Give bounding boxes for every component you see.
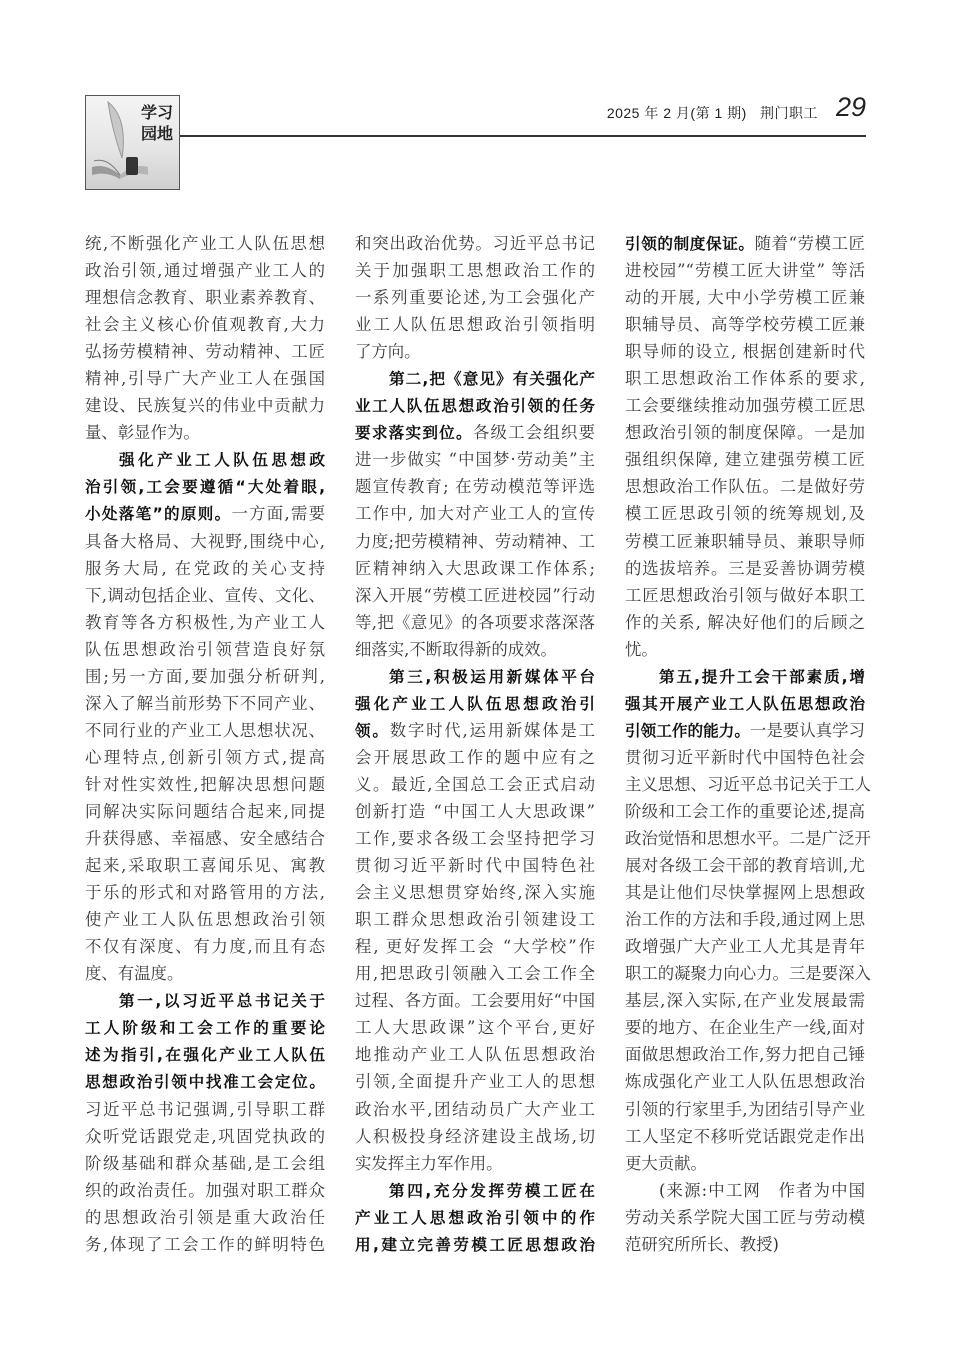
paragraph-line bbox=[85, 609, 325, 636]
paragraph-line bbox=[625, 392, 865, 419]
paragraph-line bbox=[625, 257, 865, 284]
body-text: 劳动关系学院大国工匠与劳动模 bbox=[625, 1207, 865, 1227]
body-text: 贯彻习近平新时代中国特色社 bbox=[355, 856, 595, 876]
paragraph-line bbox=[355, 933, 595, 960]
body-text: 贯彻习近平新时代中国特色社会 bbox=[625, 747, 865, 767]
section-title bbox=[141, 102, 173, 144]
paragraph-line bbox=[355, 311, 595, 338]
body-text: 众听党话跟党走,巩固党执政的 bbox=[85, 1126, 325, 1146]
body-text: 精神,引导广大产业工人在强国 bbox=[85, 369, 325, 389]
paragraph-line bbox=[625, 987, 865, 1014]
bold-lead-text: 第三,积极运用新媒体平台 bbox=[389, 667, 595, 686]
body-text: 工人坚定不移听党话跟党走作出 bbox=[625, 1126, 865, 1146]
paragraph-line bbox=[625, 1014, 865, 1041]
paragraph-line bbox=[625, 960, 871, 987]
bold-lead-text: 用,建立完善劳模工匠思想政治 bbox=[355, 1235, 595, 1254]
body-text: 政增强广大产业工人尤其是青年 bbox=[625, 937, 865, 957]
body-text: 一是要认真学习 bbox=[750, 720, 865, 740]
paragraph-line bbox=[85, 1231, 325, 1258]
paragraph-line bbox=[85, 500, 325, 527]
paragraph-line bbox=[355, 1204, 595, 1231]
source-line bbox=[625, 1204, 865, 1231]
bold-lead-text: 小处落笔”的原则。 bbox=[85, 505, 232, 524]
paragraph-line bbox=[625, 582, 865, 609]
body-text: 工作,要求各级工会坚持把学习 bbox=[355, 829, 595, 849]
body-text: 阶级基础和群众基础,是工会组 bbox=[85, 1153, 325, 1173]
paragraph-line bbox=[85, 690, 325, 717]
body-text: 不同行业的产业工人思想状况、 bbox=[85, 720, 325, 740]
body-text: 社会主义核心价值观教育,大力 bbox=[85, 315, 325, 335]
paragraph-line bbox=[355, 582, 595, 609]
body-text: 职辅导员、高等学校劳模工匠兼 bbox=[625, 315, 865, 335]
paragraph-line bbox=[355, 852, 595, 879]
paragraph-line bbox=[355, 528, 595, 555]
paragraph-line bbox=[85, 419, 325, 446]
paragraph-line bbox=[625, 284, 865, 311]
body-text: 使产业工人队伍思想政治引领 bbox=[85, 910, 325, 930]
body-text: 数字时代,运用新媒体是工 bbox=[389, 720, 595, 740]
paragraph-line bbox=[85, 582, 325, 609]
paragraph-line bbox=[85, 1068, 325, 1095]
source-line bbox=[625, 1231, 865, 1258]
bold-lead-text: 述为指引,在强化产业工人队伍 bbox=[85, 1046, 325, 1065]
paragraph-line bbox=[85, 528, 325, 555]
paragraph-line bbox=[85, 636, 325, 663]
body-text: 治工作的方法和手段,通过网上思 bbox=[625, 910, 865, 930]
section-logo bbox=[85, 95, 180, 190]
paragraph-line bbox=[85, 446, 325, 473]
paragraph-line bbox=[355, 1150, 595, 1177]
paragraph-line bbox=[625, 1123, 865, 1150]
body-text: 引领的行家里手,为团结引导产业 bbox=[625, 1099, 865, 1119]
paragraph-line bbox=[85, 365, 325, 392]
body-text: 思想政治工作队伍。二是做好劳 bbox=[625, 477, 865, 497]
body-text: 于乐的形式和对路管用的方法, bbox=[85, 883, 325, 903]
paragraph-line bbox=[85, 987, 325, 1014]
bold-lead-text: 工人阶级和工会工作的重要论 bbox=[85, 1019, 325, 1038]
bold-lead-text: 思想政治引领中找准工会定位。 bbox=[85, 1073, 325, 1092]
body-text: 随着“劳模工匠 bbox=[754, 234, 865, 253]
body-text: 职导师的设立, 根据创建新时代 bbox=[625, 342, 865, 362]
body-text: 政治水平,团结动员广大产业工 bbox=[355, 1099, 595, 1119]
paragraph-line bbox=[355, 906, 595, 933]
paragraph-line bbox=[355, 365, 595, 392]
body-text: 面做思想政治工作,努力把自己锤 bbox=[625, 1045, 865, 1065]
body-text: 模工匠思政引领的统筹规划,及 bbox=[625, 504, 865, 524]
body-text: 职工的凝聚力向心力。三是要深入 bbox=[625, 964, 871, 984]
body-text: 其是让他们尽快掌握网上思想政 bbox=[625, 883, 865, 903]
paragraph-line bbox=[625, 419, 865, 446]
body-text: 强组织保障, 建立建强劳模工匠 bbox=[625, 450, 865, 470]
paragraph-line bbox=[355, 1068, 595, 1095]
body-text: 工会要继续推动加强劳模工匠思 bbox=[625, 396, 865, 416]
paragraph-line bbox=[355, 636, 595, 663]
paragraph-line bbox=[355, 230, 595, 257]
paragraph-line bbox=[85, 717, 325, 744]
paragraph-line bbox=[85, 473, 325, 500]
body-text: 地推动产业工人队伍思想政治 bbox=[355, 1045, 595, 1065]
body-text: 教育等各方积极性,为产业工人 bbox=[85, 612, 325, 632]
body-text: 细落实,不断取得新的成效。 bbox=[355, 639, 557, 659]
body-text: 会开展思政工作的题中应有之 bbox=[355, 747, 595, 767]
paragraph-line bbox=[355, 1177, 595, 1204]
body-text: 心理特点,创新引领方式,提高 bbox=[85, 747, 325, 767]
body-text: 用,把思政引领融入工会工作全 bbox=[355, 964, 595, 984]
paragraph-line bbox=[85, 906, 325, 933]
body-text: 进一步做实 “中国梦·劳动美”主 bbox=[355, 450, 595, 470]
paragraph-line bbox=[625, 1041, 865, 1068]
bold-lead-text: 强其开展产业工人队伍思想政治 bbox=[625, 694, 865, 713]
body-text: 职工群众思想政治引领建设工 bbox=[355, 910, 595, 930]
body-text: 阶级和工会工作的重要论述,提高 bbox=[625, 801, 865, 821]
body-text: 炼成强化产业工人队伍思想政治 bbox=[625, 1072, 865, 1092]
paragraph-line bbox=[355, 392, 595, 419]
body-text: 工作中, 加大对产业工人的宣传 bbox=[355, 504, 595, 524]
issue-info bbox=[607, 103, 818, 123]
paragraph-line bbox=[625, 473, 865, 500]
bold-lead-text: 治引领,工会要遵循“大处着眼, bbox=[85, 478, 325, 497]
body-text: 深入开展“劳模工匠进校园”行动 bbox=[355, 585, 595, 605]
bold-lead-text: 强化产业工人队伍思想政治引 bbox=[355, 694, 595, 713]
paragraph-line bbox=[355, 257, 595, 284]
body-text: 基层,深入实际,在产业发展最需 bbox=[625, 991, 865, 1011]
paragraph-line bbox=[85, 1123, 325, 1150]
paragraph-line bbox=[625, 717, 865, 744]
paragraph-line bbox=[355, 446, 595, 473]
body-text: 程, 更好发挥工会 “大学校”作 bbox=[355, 937, 595, 957]
paragraph-line bbox=[355, 473, 595, 500]
paragraph-line bbox=[355, 663, 595, 690]
paragraph-line bbox=[85, 1204, 325, 1231]
paragraph-line bbox=[625, 852, 865, 879]
paragraph-line bbox=[85, 771, 325, 798]
paragraph-line bbox=[355, 1096, 595, 1123]
body-text: 度、有温度。 bbox=[85, 964, 184, 984]
paragraph-line bbox=[85, 338, 325, 365]
body-text: 主义思想、习近平总书记关于工人 bbox=[625, 774, 871, 794]
paragraph-line bbox=[85, 1041, 325, 1068]
paragraph-line bbox=[625, 230, 865, 257]
paragraph-line bbox=[355, 798, 595, 825]
paragraph-line bbox=[355, 419, 595, 446]
text-column-1 bbox=[85, 230, 325, 1258]
body-text: 题宣传教育; 在劳动模范等评选 bbox=[355, 477, 595, 497]
paragraph-line bbox=[355, 1231, 595, 1258]
paragraph-line bbox=[625, 1096, 865, 1123]
body-text: 关于加强职工思想政治工作的 bbox=[355, 261, 595, 281]
paragraph-line bbox=[85, 555, 325, 582]
body-text: 和突出政治优势。习近平总书记 bbox=[355, 234, 595, 253]
paragraph-line bbox=[355, 555, 595, 582]
bold-lead-text: 业工人队伍思想政治引领的任务 bbox=[355, 397, 595, 416]
body-text: 的思想政治引领是重大政治任 bbox=[85, 1207, 325, 1227]
paragraph-line bbox=[625, 744, 865, 771]
body-text: 更大贡献。 bbox=[625, 1153, 707, 1173]
body-text: 务,体现了工会工作的鲜明特色 bbox=[85, 1234, 325, 1254]
paragraph-line bbox=[355, 284, 595, 311]
body-text: 劳模工匠兼职辅导员、兼职导师 bbox=[625, 531, 865, 551]
paragraph-line bbox=[625, 636, 865, 663]
body-text: 不仅有深度、有力度,而且有态 bbox=[85, 937, 325, 957]
paragraph-line bbox=[85, 798, 325, 825]
paragraph-line bbox=[625, 933, 865, 960]
paragraph-line bbox=[355, 879, 595, 906]
bold-lead-text: 第五,提升工会干部素质,增 bbox=[659, 667, 865, 686]
body-text: 建设、民族复兴的伟业中贡献力 bbox=[85, 396, 325, 416]
body-text: 的选拔培养。三是妥善协调劳模 bbox=[625, 558, 865, 578]
body-text: 深入了解当前形势下不同产业、 bbox=[85, 693, 325, 713]
paragraph-line bbox=[625, 500, 865, 527]
paragraph-line bbox=[625, 798, 865, 825]
body-text: 进校园”“劳模工匠大讲堂” 等活 bbox=[625, 261, 865, 281]
paragraph-line bbox=[355, 717, 595, 744]
paragraph-line bbox=[355, 500, 595, 527]
paragraph-line bbox=[625, 609, 865, 636]
paragraph-line bbox=[625, 555, 865, 582]
body-text: 织的政治责任。加强对职工群众 bbox=[85, 1180, 325, 1200]
issue-date: 2025 年 2 月(第 1 期) bbox=[606, 105, 747, 121]
paragraph-line bbox=[625, 528, 865, 555]
paragraph-line bbox=[355, 609, 595, 636]
paragraph-line bbox=[85, 1150, 325, 1177]
body-text: 一方面,需要 bbox=[231, 504, 325, 524]
page-number: 29 bbox=[836, 92, 867, 122]
body-text: 引领,全面提升产业工人的思想 bbox=[355, 1072, 595, 1092]
paragraph-line bbox=[85, 1177, 325, 1204]
body-text: 忧。 bbox=[625, 639, 658, 659]
paragraph-line bbox=[85, 392, 325, 419]
paragraph-line bbox=[355, 825, 595, 852]
paragraph-line bbox=[625, 1150, 865, 1177]
body-text: 力度;把劳模精神、劳动精神、工 bbox=[355, 531, 595, 551]
paragraph-line bbox=[625, 771, 871, 798]
paragraph-line bbox=[85, 744, 325, 771]
header-rule bbox=[180, 135, 866, 137]
body-text: 义。最近,全国总工会正式启动 bbox=[355, 774, 595, 794]
paragraph-line bbox=[355, 1123, 595, 1150]
bold-lead-text: 第四,充分发挥劳模工匠在 bbox=[389, 1181, 595, 1200]
bold-lead-text: 强化产业工人队伍思想政 bbox=[119, 451, 325, 470]
body-text: 过程、各方面。工会要用好“中国 bbox=[355, 991, 595, 1011]
paragraph-line bbox=[355, 1041, 595, 1068]
body-text: 各级工会组织要 bbox=[472, 423, 595, 443]
text-column-2 bbox=[355, 230, 595, 1258]
body-text: 创新打造 “中国工人大思政课” bbox=[355, 801, 595, 821]
section-title-line2: 园地 bbox=[140, 124, 173, 143]
body-text: 工人大思政课”这个平台,更好 bbox=[355, 1018, 595, 1038]
body-text: 量、彰显作为。 bbox=[85, 423, 200, 443]
bold-lead-text: 要求落实到位。 bbox=[355, 424, 473, 443]
body-text: 实发挥主力军作用。 bbox=[355, 1153, 503, 1173]
paragraph-line bbox=[625, 338, 865, 365]
paragraph-line bbox=[85, 284, 325, 311]
body-text: 会主义思想贯穿始终,深入实施 bbox=[355, 883, 595, 903]
paragraph-line bbox=[625, 663, 865, 690]
paragraph-line bbox=[355, 338, 595, 365]
body-text: 想政治引领的制度保障。一是加 bbox=[625, 423, 865, 443]
body-text: 具备大格局、大视野,围绕中心, bbox=[85, 531, 325, 551]
publication-name: 荆门职工 bbox=[760, 105, 818, 121]
paragraph-line bbox=[355, 1014, 595, 1041]
body-text: 习近平总书记强调,引导职工群 bbox=[85, 1099, 325, 1119]
paragraph-line bbox=[355, 960, 595, 987]
paragraph-line bbox=[355, 987, 595, 1014]
paragraph-line bbox=[85, 879, 325, 906]
paragraph-line bbox=[355, 690, 595, 717]
paragraph-line bbox=[625, 690, 865, 717]
body-text: 服务大局, 在党政的关心支持 bbox=[85, 558, 325, 578]
body-text: 起来,采取职工喜闻乐见、寓教 bbox=[85, 856, 325, 876]
bold-lead-text: 第二,把《意见》有关强化产 bbox=[389, 370, 595, 389]
paragraph-line bbox=[85, 825, 325, 852]
paragraph-line bbox=[625, 1068, 865, 1095]
paragraph-line bbox=[625, 365, 865, 392]
body-text: 统,不断强化产业工人队伍思想 bbox=[85, 234, 325, 253]
body-text: 理想信念教育、职业素养教育、 bbox=[85, 288, 325, 308]
bold-lead-text: 领。 bbox=[355, 721, 390, 740]
paragraph-line bbox=[355, 771, 595, 798]
body-text: 政治引领,通过增强产业工人的 bbox=[85, 261, 325, 281]
paragraph-line bbox=[85, 960, 325, 987]
paragraph-line bbox=[85, 933, 325, 960]
body-text: 政治觉悟和思想水平。二是广泛开 bbox=[625, 829, 871, 849]
body-text: 人积极投身经济建设主战场,切 bbox=[355, 1126, 595, 1146]
body-text: 下,调动包括企业、宣传、文化、 bbox=[85, 585, 325, 605]
bold-lead-text: 第一,以习近平总书记关于 bbox=[119, 992, 325, 1011]
body-text: 作的关系, 解决好他们的后顾之 bbox=[625, 612, 865, 632]
bold-lead-text: 引领的制度保证。 bbox=[625, 235, 755, 253]
body-text: 动的开展, 大中小学劳模工匠兼 bbox=[625, 288, 865, 308]
body-text: 工匠思想政治引领与做好本职工 bbox=[625, 585, 865, 605]
paragraph-line bbox=[85, 230, 325, 257]
body-text: 要的地方、在企业生产一线,面对 bbox=[625, 1018, 865, 1038]
paragraph-line bbox=[625, 825, 871, 852]
paragraph-line bbox=[625, 906, 865, 933]
body-text: 展对各级工会干部的教育培训,尤 bbox=[625, 856, 865, 876]
paragraph-line bbox=[625, 446, 865, 473]
body-text: 范研究所所长、教授) bbox=[625, 1234, 779, 1254]
body-text: 业工人队伍思想政治引领指明 bbox=[355, 315, 595, 335]
paragraph-line bbox=[625, 311, 865, 338]
body-text: 同解决实际问题结合起来,同提 bbox=[85, 801, 325, 821]
body-text: 匠精神纳入大思政课工作体系; bbox=[355, 558, 595, 578]
section-title-line1: 学习 bbox=[140, 103, 173, 122]
paragraph-line bbox=[85, 663, 325, 690]
paragraph-line bbox=[85, 852, 325, 879]
paragraph-line bbox=[85, 1014, 325, 1041]
quill-icon bbox=[104, 100, 134, 160]
paragraph-line bbox=[355, 744, 595, 771]
body-text: 升获得感、幸福感、安全感结合 bbox=[85, 829, 325, 849]
body-text: 弘扬劳模精神、劳动精神、工匠 bbox=[85, 342, 325, 362]
body-text: 职工思想政治工作体系的要求, bbox=[625, 369, 865, 389]
body-text: 队伍思想政治引领营造良好氛 bbox=[85, 639, 325, 659]
body-text: 针对性实效性,把解决思想问题 bbox=[85, 774, 325, 794]
paragraph-line bbox=[85, 257, 325, 284]
body-text: (来源:中工网 作者为中国 bbox=[659, 1180, 865, 1200]
body-text: 围;另一方面,要加强分析研判, bbox=[85, 666, 325, 686]
source-line bbox=[625, 1177, 865, 1204]
paragraph-line bbox=[85, 1096, 325, 1123]
paragraph-line bbox=[85, 311, 325, 338]
text-column-3 bbox=[625, 230, 871, 1258]
paragraph-line bbox=[625, 879, 865, 906]
body-text: 一系列重要论述,为工会强化产 bbox=[355, 288, 595, 308]
bold-lead-text: 产业工人思想政治引领中的作 bbox=[355, 1208, 595, 1227]
bold-lead-text: 引领工作的能力。 bbox=[625, 721, 751, 740]
body-text: 了方向。 bbox=[355, 342, 421, 362]
body-text: 等,把《意见》的各项要求落深落 bbox=[355, 612, 595, 632]
